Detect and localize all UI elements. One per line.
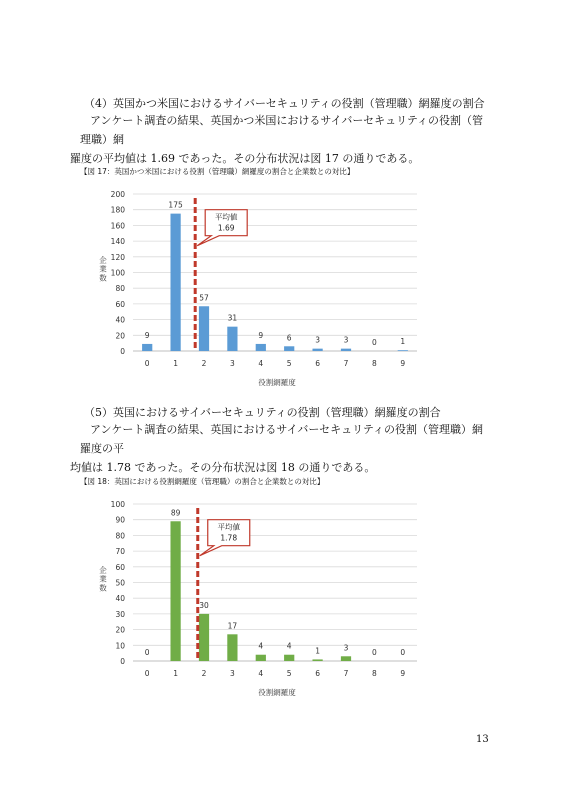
data-label: 89 [170, 508, 181, 518]
bar [170, 521, 180, 661]
y-tick-label: 0 [120, 347, 125, 356]
mean-callout-value: 1.69 [217, 223, 235, 233]
page-number: 13 [476, 734, 489, 745]
figure18-caption: 【図 18：英国における役割網羅度（管理職）の割合と企業数との対比】 [80, 477, 325, 486]
x-tick-label: 3 [230, 359, 235, 368]
bar [256, 655, 266, 661]
data-label: 0 [372, 648, 377, 657]
bar [341, 656, 351, 661]
data-label: 4 [258, 641, 264, 651]
y-tick-label: 50 [115, 578, 125, 588]
section4-line1: アンケート調査の結果、英国かつ米国におけるサイバーセキュリティの役割（管理職）網 [80, 114, 484, 146]
x-tick-label: 9 [400, 669, 406, 678]
x-tick-label: 1 [173, 669, 178, 678]
section5-line1: アンケート調査の結果、英国におけるサイバーセキュリティの役割（管理職）網羅度の平 [80, 423, 484, 455]
bar [312, 659, 322, 661]
data-label: 30 [199, 600, 209, 610]
data-label: 9 [144, 330, 150, 340]
bar [199, 614, 209, 661]
bar [142, 344, 152, 351]
y-tick-label: 60 [115, 562, 125, 572]
y-tick-label: 10 [115, 641, 125, 651]
data-label: 1 [315, 646, 320, 656]
y-tick-label: 40 [115, 594, 125, 604]
y-axis-label: 企 [99, 255, 107, 265]
section4-line2: 羅度の平均値は 1.69 であった。その分布状況は図 17 の通りである。 [70, 152, 420, 165]
x-tick-label: 3 [230, 669, 235, 678]
data-label: 3 [343, 335, 349, 345]
bar [227, 634, 237, 661]
x-tick-label: 1 [173, 359, 178, 368]
y-axis-label: 数 [99, 273, 107, 283]
section4-heading: （4）英国かつ米国におけるサイバーセキュリティの役割（管理職）網羅度の割合 [84, 97, 485, 110]
x-tick-label: 8 [372, 669, 377, 678]
bar [398, 350, 408, 351]
bar [227, 327, 237, 351]
x-tick-label: 5 [286, 669, 292, 678]
x-tick-label: 9 [400, 359, 406, 368]
data-label: 1 [400, 337, 406, 347]
y-tick-label: 100 [110, 268, 125, 278]
data-label: 4 [286, 641, 292, 651]
y-tick-label: 160 [110, 221, 125, 231]
figure18-svg [95, 496, 425, 706]
y-axis-label: 数 [99, 583, 107, 593]
y-axis-label: 業 [99, 574, 107, 584]
x-tick-label: 0 [144, 359, 150, 368]
y-tick-label: 70 [115, 547, 125, 557]
data-label: 17 [227, 621, 238, 631]
y-tick-label: 80 [115, 284, 125, 294]
bar [284, 346, 294, 351]
data-label: 57 [199, 293, 209, 303]
x-tick-label: 4 [258, 669, 264, 678]
x-tick-label: 7 [343, 669, 349, 678]
bar [170, 214, 180, 351]
y-tick-label: 40 [115, 315, 125, 325]
bar [256, 344, 266, 351]
data-label: 6 [286, 333, 292, 343]
y-tick-label: 90 [115, 515, 125, 525]
y-tick-label: 20 [115, 625, 125, 635]
data-label: 31 [227, 313, 238, 323]
mean-callout-title: 平均値 [217, 522, 241, 532]
y-tick-label: 120 [110, 252, 125, 262]
x-tick-label: 4 [258, 359, 264, 368]
y-tick-label: 100 [110, 500, 125, 509]
y-tick-label: 20 [115, 331, 125, 341]
x-tick-label: 2 [201, 359, 207, 368]
x-axis-label: 役割網羅度 [258, 688, 296, 697]
figure17-chart [95, 186, 425, 396]
y-axis-label: 業 [99, 264, 107, 274]
data-label: 0 [372, 338, 377, 347]
bar [341, 349, 351, 351]
x-tick-label: 6 [315, 359, 320, 368]
data-label: 0 [144, 648, 150, 657]
section5-line2: 均値は 1.78 であった。その分布状況は図 18 の通りである。 [70, 461, 376, 474]
figure18-chart [95, 496, 425, 706]
x-tick-label: 0 [144, 669, 150, 678]
bar [312, 349, 322, 351]
data-label: 175 [168, 200, 183, 210]
y-tick-label: 60 [115, 299, 125, 309]
y-tick-label: 80 [115, 531, 125, 541]
data-label: 0 [400, 648, 406, 657]
data-label: 3 [343, 643, 349, 653]
y-tick-label: 0 [120, 657, 125, 666]
bar [199, 306, 209, 351]
section4-paragraph [70, 111, 490, 168]
mean-callout-title: 平均値 [214, 212, 238, 222]
figure17-svg [95, 186, 425, 396]
x-tick-label: 5 [286, 359, 292, 368]
data-label: 3 [315, 335, 320, 345]
figure17-caption: 【図 17：英国かつ米国における役割（管理職）網羅度の割合と企業数との対比】 [80, 167, 355, 176]
y-tick-label: 180 [110, 205, 125, 215]
y-tick-label: 140 [110, 237, 125, 247]
section5-paragraph [70, 420, 490, 477]
data-label: 9 [258, 330, 264, 340]
y-axis-label: 企 [99, 565, 107, 575]
x-tick-label: 6 [315, 669, 320, 678]
x-tick-label: 2 [201, 669, 207, 678]
y-tick-label: 200 [110, 190, 125, 199]
bar [284, 655, 294, 661]
section5-heading: （5）英国におけるサイバーセキュリティの役割（管理職）網羅度の割合 [84, 406, 441, 419]
mean-callout-value: 1.78 [220, 533, 238, 543]
x-tick-label: 8 [372, 359, 377, 368]
x-axis-label: 役割網羅度 [258, 378, 296, 387]
x-tick-label: 7 [343, 359, 349, 368]
y-tick-label: 30 [115, 609, 125, 619]
